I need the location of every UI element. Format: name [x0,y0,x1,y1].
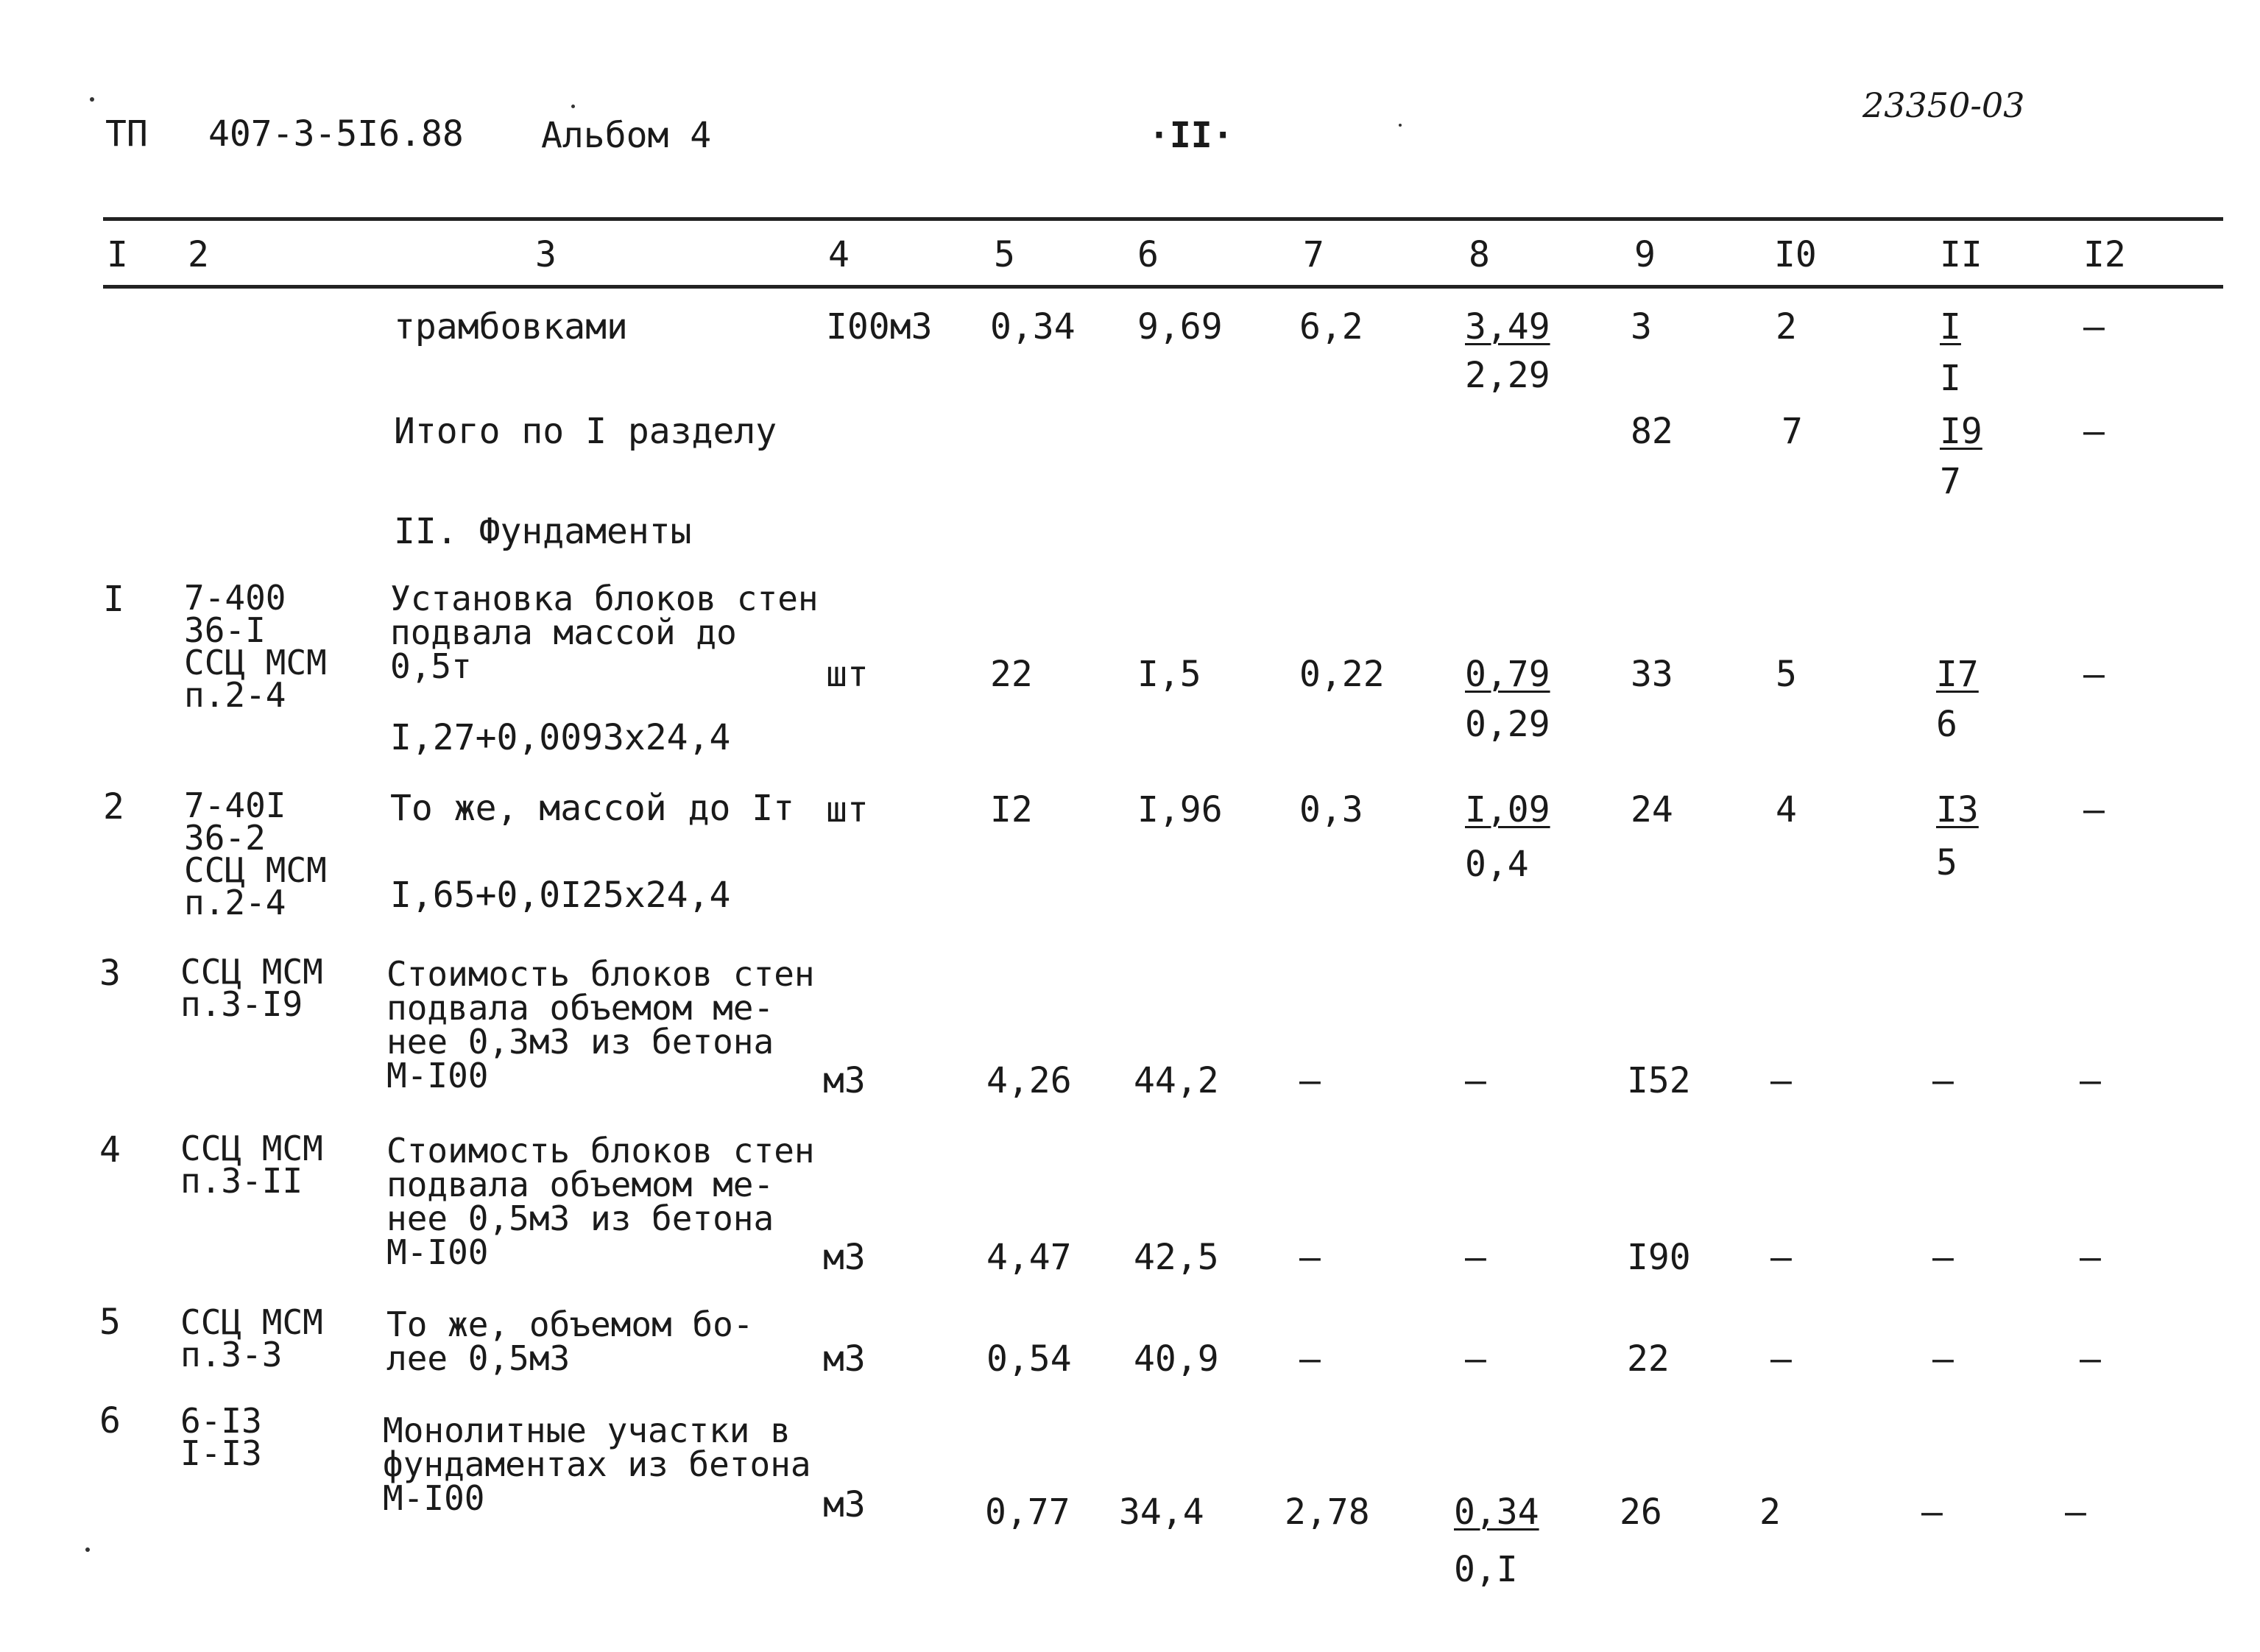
col6-value: I,96 [1137,789,1223,830]
col5-value: 4,26 [986,1060,1072,1101]
col5-value: 4,47 [986,1237,1072,1278]
row-code-line: п.3-II [180,1161,303,1201]
row-code-line: ССЦ МСМ [180,952,323,992]
col12-value: – [2083,306,2105,347]
scan-speck [571,105,575,108]
col5-value: 22 [990,654,1033,695]
row-unit: м3 [823,1338,866,1380]
row-code-line: ССЦ МСМ [180,1129,323,1168]
row-description: трамбовками [394,306,628,347]
col10-value: 2 [1776,306,1797,347]
row-unit: I00м3 [826,306,933,347]
col6-value: 34,4 [1119,1492,1204,1533]
col8-top-value: 0,34 [1454,1492,1539,1533]
row-description-line: 0,5т [390,646,472,686]
row-code-line: 36-2 [184,818,266,858]
col6-value: I,5 [1137,654,1201,695]
col6-value: 42,5 [1134,1237,1219,1278]
column-header-12: I2 [2083,234,2126,275]
row-code-line: п.2-4 [184,883,286,922]
scan-speck [90,97,94,102]
column-header-3: 3 [535,234,557,275]
col6-value: 40,9 [1134,1338,1219,1380]
col12-value: – [2083,654,2105,695]
column-header-11: II [1940,234,1982,275]
row-description-line: подвала объемом ме- [386,1165,774,1204]
col7-value: – [1299,1237,1321,1278]
col12-value: – [2080,1237,2101,1278]
col12-value: – [2083,789,2105,830]
row-unit: м3 [823,1060,866,1101]
table-header-rule [103,285,2223,289]
col5-value: 0,34 [990,306,1076,347]
col8-bottom-value: 0,29 [1465,704,1550,745]
row-unit: м3 [823,1484,866,1525]
col7-value: 0,3 [1299,789,1363,830]
album-label: Альбом 4 [541,115,712,156]
col11-top-value: I [1940,306,1961,347]
row-description-line: Монолитные участки в [383,1411,791,1450]
col6-value: 9,69 [1137,306,1223,347]
column-header-7: 7 [1303,234,1324,275]
row-description-line: подвала объемом ме- [386,988,774,1028]
row-code-line: 36-I [184,610,266,650]
col8-top-value: 0,79 [1465,654,1550,695]
scan-speck [1399,124,1402,127]
col6-value: 44,2 [1134,1060,1219,1101]
row-unit: м3 [823,1237,866,1278]
col10-value: – [1770,1060,1792,1101]
row-description-line: М-I00 [386,1056,489,1095]
col5-value: 0,77 [985,1492,1070,1533]
col12-value: – [2080,1060,2101,1101]
col10-value: 5 [1776,654,1797,695]
col8-value: – [1465,1060,1486,1101]
row-code-line: ССЦ МСМ [184,643,327,682]
row-description-line: подвала массой до [390,613,737,652]
col11-top-value: I9 [1940,411,1982,452]
row-description-line: фундаментах из бетона [383,1444,811,1484]
row-code-line: п.3-3 [180,1335,283,1374]
row-number: 3 [99,953,121,994]
col7-value: – [1299,1060,1321,1101]
page-number: ·II· [1148,115,1234,156]
column-header-10: I0 [1774,234,1817,275]
col8-bottom-value: 0,I [1454,1549,1518,1590]
row-code-line: ССЦ МСМ [184,850,327,890]
col7-value: 6,2 [1299,306,1363,347]
col11-bottom-value: 5 [1936,842,1957,883]
col9-value: 26 [1620,1492,1662,1533]
column-header-8: 8 [1469,234,1490,275]
col8-top-value: I,09 [1465,789,1550,830]
col7-value: – [1299,1338,1321,1380]
row-code-line: п.2-4 [184,675,286,715]
row-description-line: То же, объемом бо- [386,1305,754,1344]
col10-value: – [1770,1338,1792,1380]
row-unit: шт [826,654,869,695]
row-description-line: Стоимость блоков стен [386,1131,815,1171]
row-unit: шт [826,789,869,830]
col11-value: – [1932,1237,1954,1278]
col7-value: 2,78 [1285,1492,1370,1533]
col11-bottom-value: 7 [1940,461,1961,502]
row-code-line: 7-40I [184,786,286,825]
row-description-line: Установка блоков стен [390,579,819,618]
row-number: 5 [99,1302,121,1343]
col9-value: 33 [1631,654,1673,695]
scan-speck [85,1547,90,1552]
col9-value: I90 [1627,1237,1691,1278]
section-heading: II. Фундаменты [394,511,692,552]
row-number: 4 [99,1129,121,1171]
col5-value: 0,54 [986,1338,1072,1380]
row-code-line: 7-400 [184,578,286,618]
row-description-line: Стоимость блоков стен [386,954,815,994]
row-description: То же, массой до Iт [390,788,795,829]
row-formula: I,27+0,0093х24,4 [390,717,731,758]
column-header-4: 4 [828,234,850,275]
col8-bottom-value: 0,4 [1465,844,1529,885]
col9-value: 82 [1631,411,1673,452]
column-header-5: 5 [994,234,1015,275]
project-number: 407-3-5I6.88 [208,113,464,155]
row-formula: I,65+0,0I25х24,4 [390,875,731,916]
row-code-line: ССЦ МСМ [180,1302,323,1342]
col9-value: 22 [1627,1338,1670,1380]
col8-value: – [1465,1237,1486,1278]
archive-stamp: 23350-03 [1862,85,2025,125]
row-description-line: М-I00 [386,1232,489,1272]
col11-value: – [1921,1492,1943,1533]
column-header-9: 9 [1634,234,1656,275]
doc-type-label: ТП [105,113,148,155]
row-description-line: нее 0,5м3 из бетона [386,1199,774,1238]
col10-value: – [1770,1237,1792,1278]
col8-value: – [1465,1338,1486,1380]
col8-bottom-value: 2,29 [1465,355,1550,396]
col10-value: 2 [1759,1492,1781,1533]
col11-bottom-value: I [1940,358,1961,399]
col9-value: 24 [1631,789,1673,830]
row-number: I [103,579,124,620]
col8-top-value: 3,49 [1465,306,1550,347]
col12-value: – [2080,1338,2101,1380]
col12-value: – [2065,1492,2086,1533]
row-description-line: нее 0,3м3 из бетона [386,1022,774,1062]
row-code-line: п.3-I9 [180,984,303,1024]
total-label: Итого по I разделу [394,411,777,452]
col11-value: – [1932,1060,1954,1101]
row-number: 2 [103,786,124,827]
row-number: 6 [99,1400,121,1441]
col9-value: I52 [1627,1060,1691,1101]
table-top-rule [103,217,2223,221]
col11-top-value: I3 [1936,789,1979,830]
col11-top-value: I7 [1936,654,1979,695]
col7-value: 0,22 [1299,654,1385,695]
row-code-line: I-I3 [180,1433,262,1473]
row-description-line: М-I00 [383,1478,485,1518]
column-header-1: I [107,234,128,275]
col9-value: 3 [1631,306,1652,347]
col11-value: – [1932,1338,1954,1380]
column-header-2: 2 [188,234,209,275]
col11-bottom-value: 6 [1936,704,1957,745]
row-code-line: 6-I3 [180,1401,262,1441]
row-description-line: лее 0,5м3 [386,1338,571,1378]
col5-value: I2 [990,789,1033,830]
col10-value: 4 [1776,789,1797,830]
column-header-6: 6 [1137,234,1159,275]
col10-value: 7 [1781,411,1803,452]
col12-value: – [2083,411,2105,452]
